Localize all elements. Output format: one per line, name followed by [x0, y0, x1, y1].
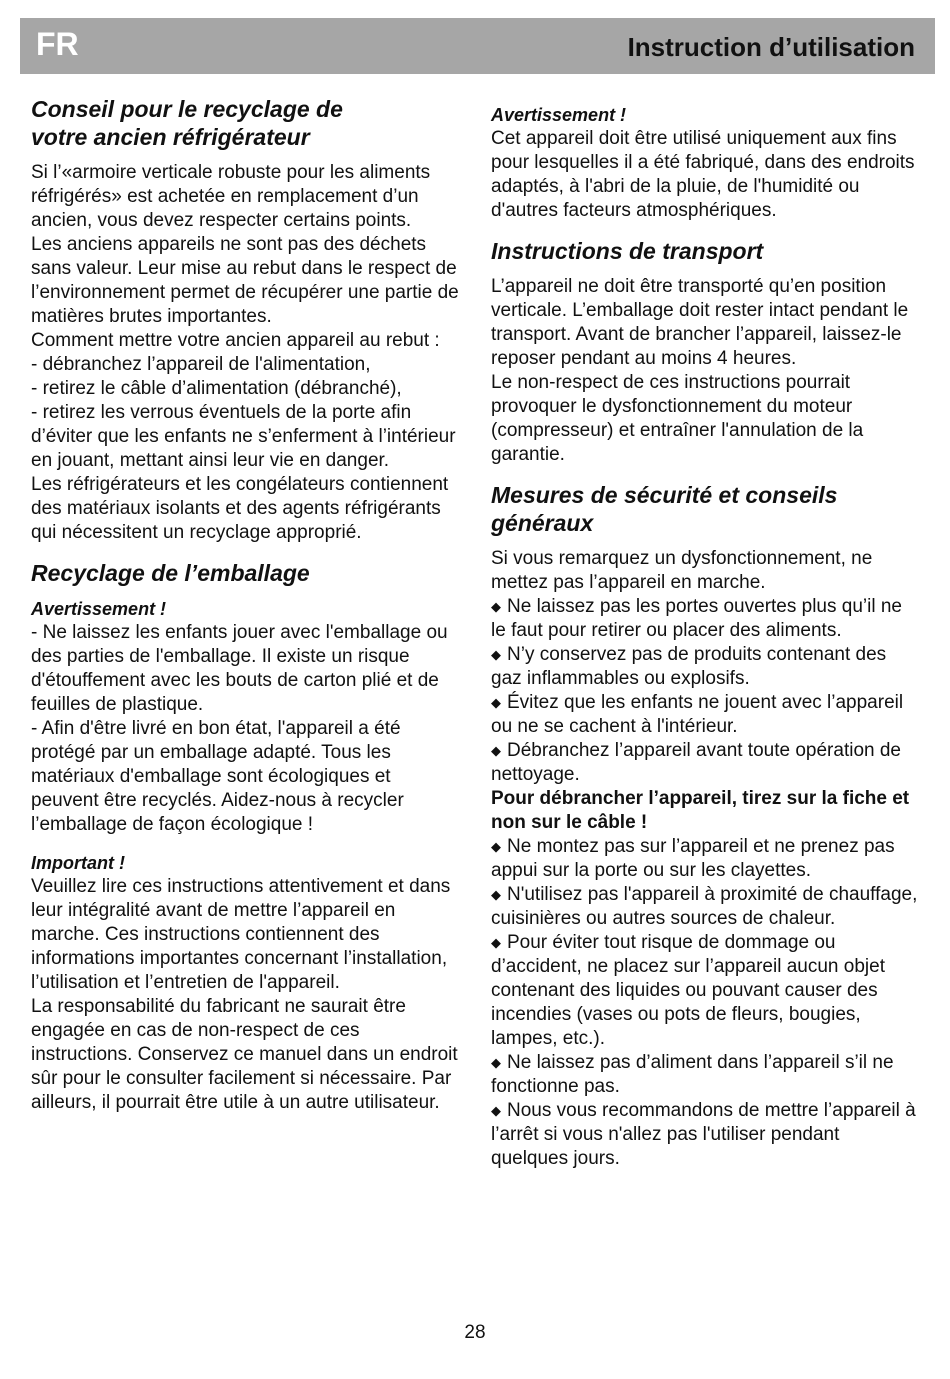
transport-paragraph: Le non-respect de ces instructions pourrait provoquer le dysfonctionnement du moteur (compresseur) et entraîner l'annulation de la garantie.: [491, 372, 864, 465]
packaging-heading: Recyclage de l’emballage: [31, 560, 310, 586]
safety-heading-line2: généraux: [491, 510, 594, 536]
page-number: 28: [464, 1322, 486, 1343]
list-item-text: Nous vous recommandons de mettre l’appareil à l’arrêt si vous n'allez pas l'utiliser pendant quelques jours.: [491, 1100, 916, 1169]
diamond-bullet-icon: ◆: [491, 599, 501, 614]
important-section: [31, 851, 461, 1115]
language-code: FR: [36, 26, 79, 62]
safety-section: [491, 481, 921, 1171]
list-item-text: Ne montez pas sur l’appareil et ne prenez pas appui sur la porte ou sur les clayettes.: [491, 836, 895, 881]
recycling-paragraph: Si l’«armoire verticale robuste pour les aliments réfrigérés» est achetée en remplacement d’un ancien, vous devez respecter certains points.: [31, 162, 431, 231]
list-item: [491, 883, 921, 931]
recycling-section: [31, 95, 461, 545]
safety-heading-line1: Mesures de sécurité et conseils: [491, 482, 838, 508]
list-item: [491, 1051, 921, 1099]
safety-bullets-b: [491, 835, 921, 1171]
diamond-bullet-icon: ◆: [491, 1103, 501, 1118]
list-item: [491, 691, 921, 739]
list-item-text: Évitez que les enfants ne jouent avec l’appareil ou ne se cachent à l'intérieur.: [491, 692, 904, 737]
recycling-heading-line2: votre ancien réfrigérateur: [31, 124, 310, 150]
recycling-step: - débranchez l’appareil de l'alimentation,: [31, 354, 371, 375]
diamond-bullet-icon: ◆: [491, 839, 501, 854]
diamond-bullet-icon: ◆: [491, 935, 501, 950]
list-item-text: N’y conservez pas de produits contenant des gaz inflammables ou explosifs.: [491, 644, 887, 689]
warning-heading: Avertissement !: [491, 105, 627, 125]
list-item: [491, 835, 921, 883]
list-item-text: Ne laissez pas les portes ouvertes plus qu’il ne le faut pour retirer ou placer des aliments.: [491, 596, 902, 641]
packaging-section: [31, 559, 461, 837]
unplug-note: Pour débrancher l’appareil, tirez sur la fiche et non sur le câble !: [491, 788, 910, 833]
recycling-step: - retirez le câble d’alimentation (débranché),: [31, 378, 402, 399]
page-title: Instruction d’utilisation: [627, 32, 915, 62]
recycling-heading: [31, 95, 461, 151]
packaging-paragraph: - Afin d'être livré en bon état, l'appareil a été protégé par un emballage adapté. Tous les matériaux d'emballage sont écologiques et peuvent être recyclés. Aidez-nous à recycler l’emballage de façon écologique !: [31, 718, 404, 835]
diamond-bullet-icon: ◆: [491, 695, 501, 710]
list-item-text: Pour éviter tout risque de dommage ou d’accident, ne placez sur l’appareil aucun objet contenant des liquides ou pouvant causer des incendies (vases ou pots de fleurs, bougies, lampes, etc.).: [491, 932, 885, 1049]
warning-section: [491, 103, 921, 223]
list-item: [491, 1099, 921, 1171]
recycling-paragraph: Les réfrigérateurs et les congélateurs contiennent des matériaux isolants et des agents réfrigérants qui nécessitent un recyclage approprié.: [31, 474, 449, 543]
list-item-text: N'utilisez pas l'appareil à proximité de chauffage, cuisinières ou autres sources de chaleur.: [491, 884, 918, 929]
transport-section: [491, 237, 921, 467]
list-item: [491, 931, 921, 1051]
diamond-bullet-icon: ◆: [491, 647, 501, 662]
list-item-text: Débranchez l’appareil avant toute opération de nettoyage.: [491, 740, 901, 785]
list-item: [491, 739, 921, 787]
important-paragraph: La responsabilité du fabricant ne saurait être engagée en cas de non-respect de ces instructions. Conservez ce manuel dans un endroit sûr pour le consulter facilement si nécessaire. Par ailleurs, il pourrait être utile à un autre utilisateur.: [31, 996, 458, 1113]
list-item: [491, 643, 921, 691]
safety-bullets-a: [491, 595, 921, 787]
right-column: [491, 95, 921, 1171]
recycling-paragraph: Comment mettre votre ancien appareil au rebut :: [31, 330, 440, 351]
packaging-warning-label: Avertissement !: [31, 599, 167, 619]
warning-text: Cet appareil doit être utilisé uniquement aux fins pour lesquelles il a été fabriqué, dans des endroits adaptés, à l'abri de la pluie, de l'humidité ou d'autres facteurs atmosphériques.: [491, 128, 915, 221]
important-paragraph: Veuillez lire ces instructions attentivement et dans leur intégralité avant de mettre l’appareil en marche. Ces instructions contiennent des informations importantes concernant l’installation, l’utilisation et l’entretien de l'appareil.: [31, 876, 451, 993]
diamond-bullet-icon: ◆: [491, 887, 501, 902]
transport-heading: Instructions de transport: [491, 238, 764, 264]
diamond-bullet-icon: ◆: [491, 743, 501, 758]
recycling-step: - retirez les verrous éventuels de la porte afin d’éviter que les enfants ne s’enferment à l’intérieur en jouant, mettant ainsi leur vie en danger.: [31, 402, 456, 471]
safety-heading: [491, 481, 921, 537]
left-column: [31, 95, 461, 1115]
important-heading: Important !: [31, 853, 125, 873]
list-item: [491, 595, 921, 643]
page-header: [20, 18, 935, 74]
transport-paragraph: L’appareil ne doit être transporté qu’en position verticale. L’emballage doit rester intact pendant le transport. Avant de brancher l’appareil, laissez-le reposer pendant au moins 4 heures.: [491, 276, 909, 369]
list-item-text: Ne laissez pas d’aliment dans l’appareil s’il ne fonctionne pas.: [491, 1052, 894, 1097]
safety-intro: Si vous remarquez un dysfonctionnement, ne mettez pas l’appareil en marche.: [491, 548, 873, 593]
recycling-heading-line1: Conseil pour le recyclage de: [31, 96, 343, 122]
diamond-bullet-icon: ◆: [491, 1055, 501, 1070]
packaging-paragraph: - Ne laissez les enfants jouer avec l'emballage ou des parties de l'emballage. Il existe un risque d'étouffement avec les bouts de carton plié et de feuilles de plastique.: [31, 622, 448, 715]
recycling-paragraph: Les anciens appareils ne sont pas des déchets sans valeur. Leur mise au rebut dans le respect de l’environnement permet de récupérer une partie de matières brutes importantes.: [31, 234, 459, 327]
